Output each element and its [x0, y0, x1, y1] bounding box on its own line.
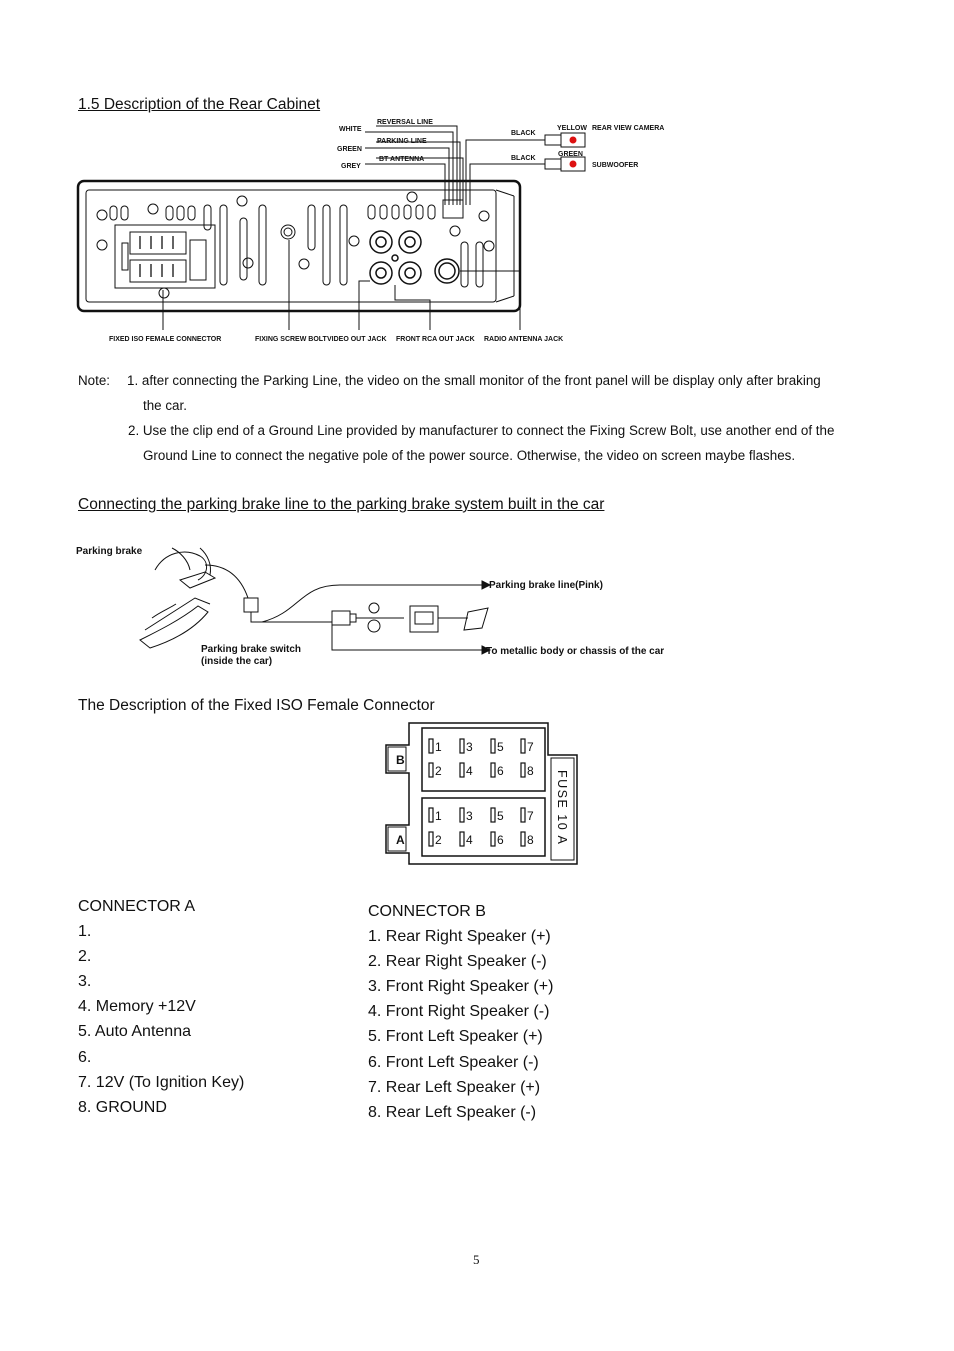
wire-label-bt-antenna: BT ANTENNA: [379, 156, 425, 163]
pin-b7: 7: [527, 740, 534, 754]
note-item-1-line-2: the car.: [143, 398, 187, 413]
part-label-front-rca: FRONT RCA OUT JACK: [396, 336, 475, 343]
wire-label-green-right: GREEN: [558, 151, 583, 158]
wire-label-green: GREEN: [337, 146, 362, 153]
pin-a3: 3: [466, 809, 473, 823]
part-label-iso-connector: FIXED ISO FEMALE CONNECTOR: [109, 336, 222, 343]
connector-b-item-4: 4. Front Right Speaker (-): [368, 1003, 550, 1021]
connector-b-item-2: 2. Rear Right Speaker (-): [368, 953, 547, 971]
connector-b-item-1: 1. Rear Right Speaker (+): [368, 928, 551, 946]
pin-a1: 1: [435, 809, 442, 823]
wire-label-rear-view-camera: REAR VIEW CAMERA: [592, 125, 665, 132]
pin-b1: 1: [435, 740, 442, 754]
connector-label-a: A: [396, 833, 405, 847]
pin-b8: 8: [527, 764, 534, 778]
pin-b3: 3: [466, 740, 473, 754]
note-item-2-line-1: 2. Use the clip end of a Ground Line provided by manufacturer to connect the Fixing Screw Bolt, use another end of the: [128, 423, 835, 438]
wire-label-black-1: BLACK: [511, 130, 536, 137]
connector-b-list: [368, 899, 553, 1125]
wire-label-grey: GREY: [341, 163, 361, 170]
connector-a-item-2: 2.: [78, 948, 92, 966]
parking-brake-label: Parking brake: [76, 546, 143, 557]
parking-brake-switch-label: Parking brake switch: [201, 644, 302, 655]
part-label-radio-antenna: RADIO ANTENNA JACK: [484, 336, 564, 343]
page-number: 5: [473, 1252, 480, 1267]
connector-b-item-5: 5. Front Left Speaker (+): [368, 1028, 543, 1046]
section-heading: 1.5 Description of the Rear Cabinet: [78, 96, 321, 113]
connector-a-title: CONNECTOR A: [78, 898, 196, 915]
connector-b-item-3: 3. Front Right Speaker (+): [368, 978, 554, 996]
parking-brake-switch-sublabel: (inside the car): [201, 656, 273, 667]
note-item-1-line-1: 1. after connecting the Parking Line, the video on the small monitor of the front panel will be display only after braking: [127, 373, 821, 388]
connector-b-item-8: 8. Rear Left Speaker (-): [368, 1103, 537, 1121]
fuse-label: FUSE 10 A: [555, 770, 569, 846]
iso-heading: The Description of the Fixed ISO Female Connector: [78, 697, 435, 714]
connector-a-item-1: 1.: [78, 923, 92, 941]
parking-heading: Connecting the parking brake line to the parking brake system built in the car: [78, 496, 605, 513]
wire-label-yellow: YELLOW: [557, 125, 587, 132]
connector-a-item-3: 3.: [78, 973, 92, 991]
connector-a-item-4: 4. Memory +12V: [78, 998, 196, 1016]
note-item-2-line-2: Ground Line to connect the negative pole of the power source. Otherwise, the video on screen maybe flashes.: [143, 448, 796, 463]
wire-label-parking-line: PARKING LINE: [377, 138, 427, 145]
wire-label-black-2: BLACK: [511, 155, 536, 162]
wire-label-subwoofer: SUBWOOFER: [592, 162, 639, 169]
pin-a8: 8: [527, 833, 534, 847]
pin-b4: 4: [466, 764, 473, 778]
pin-a5: 5: [497, 809, 504, 823]
connector-a-item-6: 6.: [78, 1048, 92, 1066]
pin-a4: 4: [466, 833, 473, 847]
pin-a7: 7: [527, 809, 534, 823]
note-label: Note:: [78, 373, 111, 388]
pin-b5: 5: [497, 740, 504, 754]
connector-a-item-7: 7. 12V (To Ignition Key): [78, 1073, 245, 1091]
pin-a2: 2: [435, 833, 442, 847]
metallic-body-label: To metallic body or chassis of the car: [486, 646, 665, 657]
connector-a-list: [78, 894, 244, 1120]
wire-label-reversal-line: REVERSAL LINE: [377, 119, 433, 126]
wire-label-white: WHITE: [339, 126, 362, 133]
part-label-fixing-screw: FIXING SCREW BOLT: [255, 336, 327, 343]
connector-label-b: B: [396, 753, 405, 767]
connector-a-item-8: 8. GROUND: [78, 1098, 167, 1116]
pin-a6: 6: [497, 833, 504, 847]
pin-b6: 6: [497, 764, 504, 778]
pin-b2: 2: [435, 764, 442, 778]
connector-b-item-7: 7. Rear Left Speaker (+): [368, 1078, 541, 1096]
connector-b-title: CONNECTOR B: [368, 903, 486, 920]
connector-a-item-5: 5. Auto Antenna: [78, 1023, 191, 1041]
part-label-video-out: VIDEO OUT JACK: [327, 336, 387, 343]
parking-brake-line-label: Parking brake line(Pink): [489, 580, 603, 591]
connector-b-item-6: 6. Front Left Speaker (-): [368, 1053, 539, 1071]
